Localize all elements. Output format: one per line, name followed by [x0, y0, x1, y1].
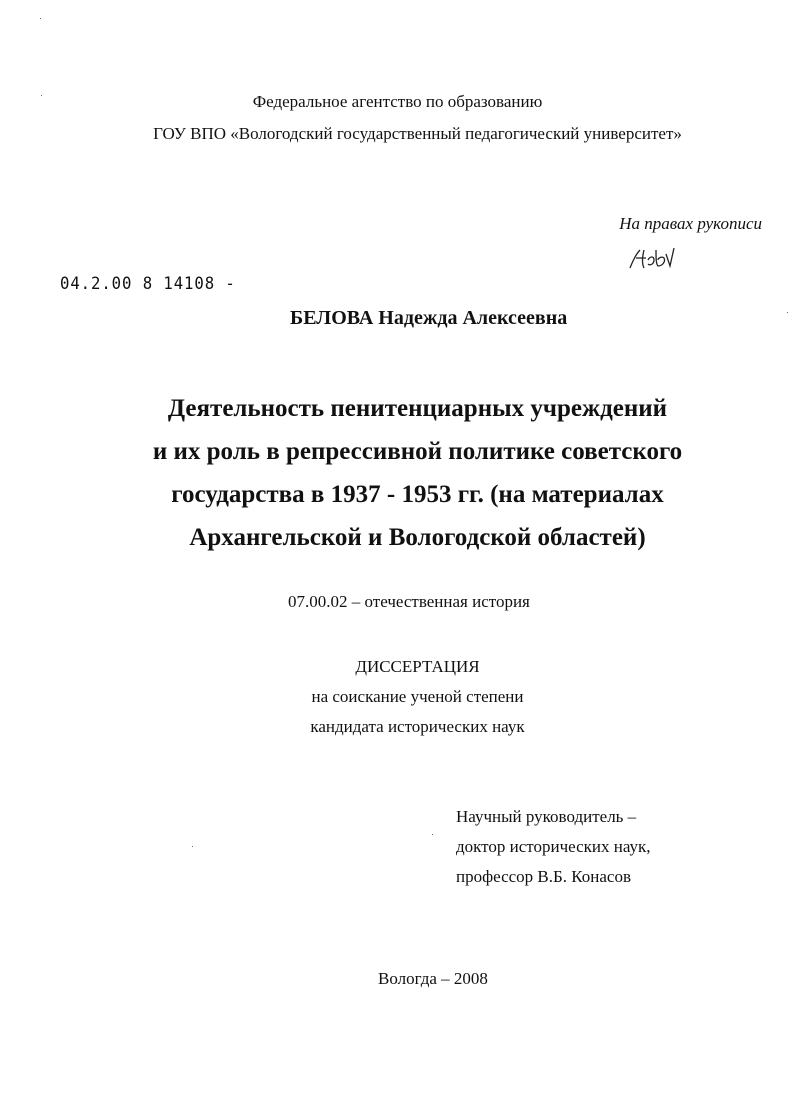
scan-speck — [432, 834, 433, 835]
agency-line: Федеральное агентство по образованию — [252, 92, 543, 111]
supervisor-block — [456, 802, 651, 892]
title-line: и их роль в репрессивной политике советского — [152, 438, 683, 465]
dissertation-purpose: на соискание ученой степени — [311, 687, 524, 706]
manuscript-note: На правах рукописи — [619, 214, 762, 233]
title-line: Архангельской и Вологодской областей) — [189, 524, 646, 551]
supervisor-role: Научный руководитель – — [456, 807, 637, 826]
supervisor-name: профессор В.Б. Конасов — [456, 867, 631, 886]
dissertation-block — [20, 652, 795, 742]
author-name: БЕЛОВА Надежда Алексеевна — [290, 307, 568, 329]
catalog-code: 04.2.00 8 14108 - — [60, 274, 236, 294]
supervisor-degree: доктор исторических наук, — [456, 837, 651, 856]
title-line: государства в 1937 - 1953 гг. (на материалах — [171, 481, 664, 508]
title-line: Деятельность пенитенциарных учреждений — [167, 395, 668, 422]
dissertation-degree: кандидата исторических наук — [310, 717, 525, 736]
dissertation-type: ДИССЕРТАЦИЯ — [355, 657, 480, 676]
place-year: Вологда – 2008 — [378, 969, 488, 988]
scan-speck — [192, 846, 193, 847]
university-line: ГОУ ВПО «Вологодский государственный педагогический университет» — [153, 124, 682, 143]
scan-speck — [40, 18, 41, 19]
handwritten-signature — [626, 244, 678, 274]
dissertation-title — [20, 387, 795, 559]
scan-speck — [787, 312, 788, 313]
scan-speck — [41, 95, 42, 96]
specialty-line: 07.00.02 – отечественная история — [288, 592, 530, 611]
